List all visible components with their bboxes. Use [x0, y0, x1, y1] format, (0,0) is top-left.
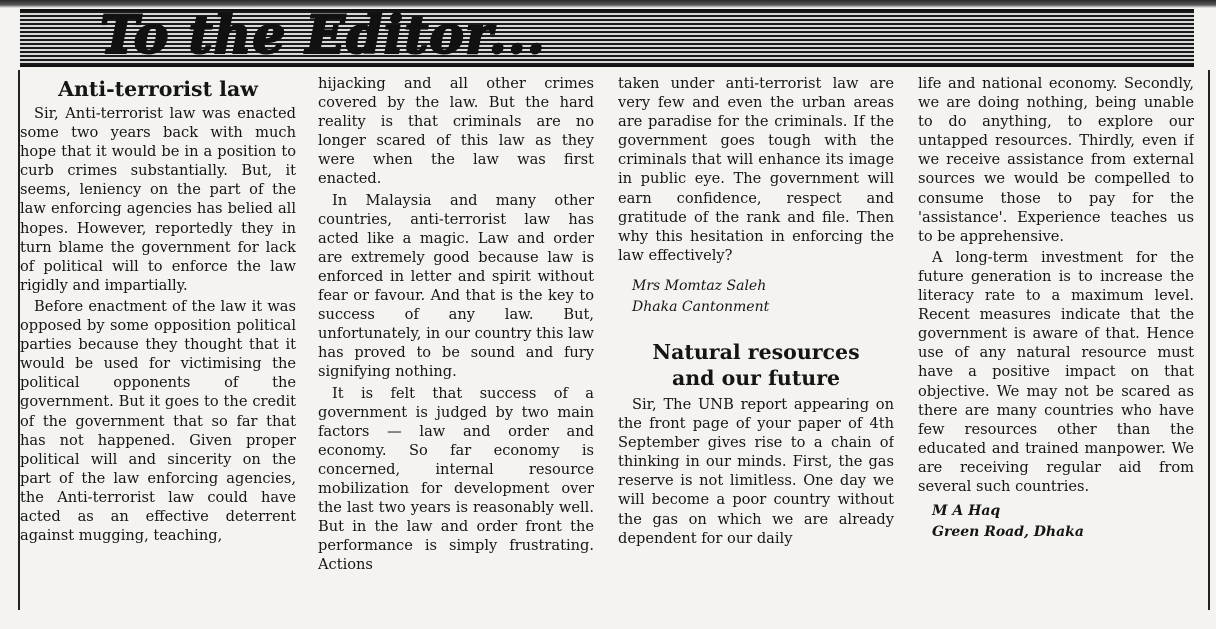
letter2-paragraph-2: life and national economy. Secondly, we are doing nothing, being unable to do anything, to explore our untapped resources. Thirdly, even if we receive assistance from external sources we would be compelled to consume those to pay for the 'assistance'. Experience teaches us to be apprehensive. [918, 75, 1194, 245]
column-rule-right [1208, 70, 1210, 610]
letter1-paragraph-6: taken under anti-terrorist law are very few and even the urban areas are paradise for the criminals. If the government goes tough with the criminals that will enhance its image in public eye. The government will earn confidence, respect and gratitude of the rank and file. Then why this hesitation in enforcing the law effectively? [618, 75, 894, 264]
section-banner [20, 5, 1194, 67]
letter-heading-natural-resources-line1: Natural resources [652, 339, 860, 364]
section-title: To the Editor... [100, 5, 546, 66]
letter1-paragraph-5: It is felt that success of a government is judged by two main factors — law and order and economy. So far economy is concerned, internal resource mobilization for development over the last two years is reasonably well. But in the law and order front the performance is simply frustrating. Actions [318, 384, 594, 574]
letter1-paragraph-4: In Malaysia and many other countries, anti-terrorist law has acted like a magic. Law and order are extremely good because law is enforced in letter and spirit without fear or favour. And that is the key to success of any law. But, unfortunately, in our country this law has proved to be sound and fury signifying nothing. [318, 191, 594, 381]
letter-heading-natural-resources-line2: and our future [671, 365, 841, 390]
letter2-paragraph-3: A long-term investment for the future generation is to increase the literacy rate to a maximum level. Recent measures indicate that the government is aware of that. Hence use of any natural resource must have a positive impact on that objective. We may not be scared as there are many countries who have few resources other than the educated and trained manpower. We are receiving regular aid from several such countries. [918, 248, 1194, 495]
letter1-paragraph-2: Before enactment of the law it was opposed by some opposition political parties because they thought that it would be used for victimising the political opponents of the government. But it goes to the credit of the government that so far that has not happened. Given proper political will and sincerity on the part of the law enforcing agencies, the Anti-terrorist law could have acted as an effective deterrent against mugging, teaching, [20, 297, 296, 545]
letter1-paragraph-1: Sir, Anti-terrorist law was enacted some two years back with much hope that it would be in a position to curb crimes substantially. But, it seems, leniency on the part of the law enforcing agencies has belied all hopes. However, reportedly they in turn blame the government for lack of political will to enforce the law rigidly and impartially. [20, 105, 296, 294]
column-4 [918, 74, 1194, 619]
letter2-paragraph-1: Sir, The UNB report appearing on the front page of your paper of 4th September gives rise to a chain of thinking in our minds. First, the gas reserve is not limitless. One day we will become a poor country without the gas on which we are already dependent for our daily [618, 395, 894, 547]
letter2-signature-name: M A Haq [932, 503, 1001, 520]
column-3 [618, 74, 894, 619]
letter1-signature-place: Dhaka Cantonment [632, 298, 770, 315]
column-2 [318, 74, 594, 619]
letter1-signature-name: Mrs Momtaz Saleh [632, 277, 767, 294]
letter2-signature-place: Green Road, Dhaka [932, 524, 1084, 541]
column-1 [20, 74, 296, 619]
letter1-paragraph-3: hijacking and all other crimes covered by the law. But the hard reality is that criminals are no longer scared of this law as they were when the law was first enacted. [318, 75, 594, 188]
letter-heading-anti-terrorist-law: Anti-terrorist law [58, 77, 258, 101]
